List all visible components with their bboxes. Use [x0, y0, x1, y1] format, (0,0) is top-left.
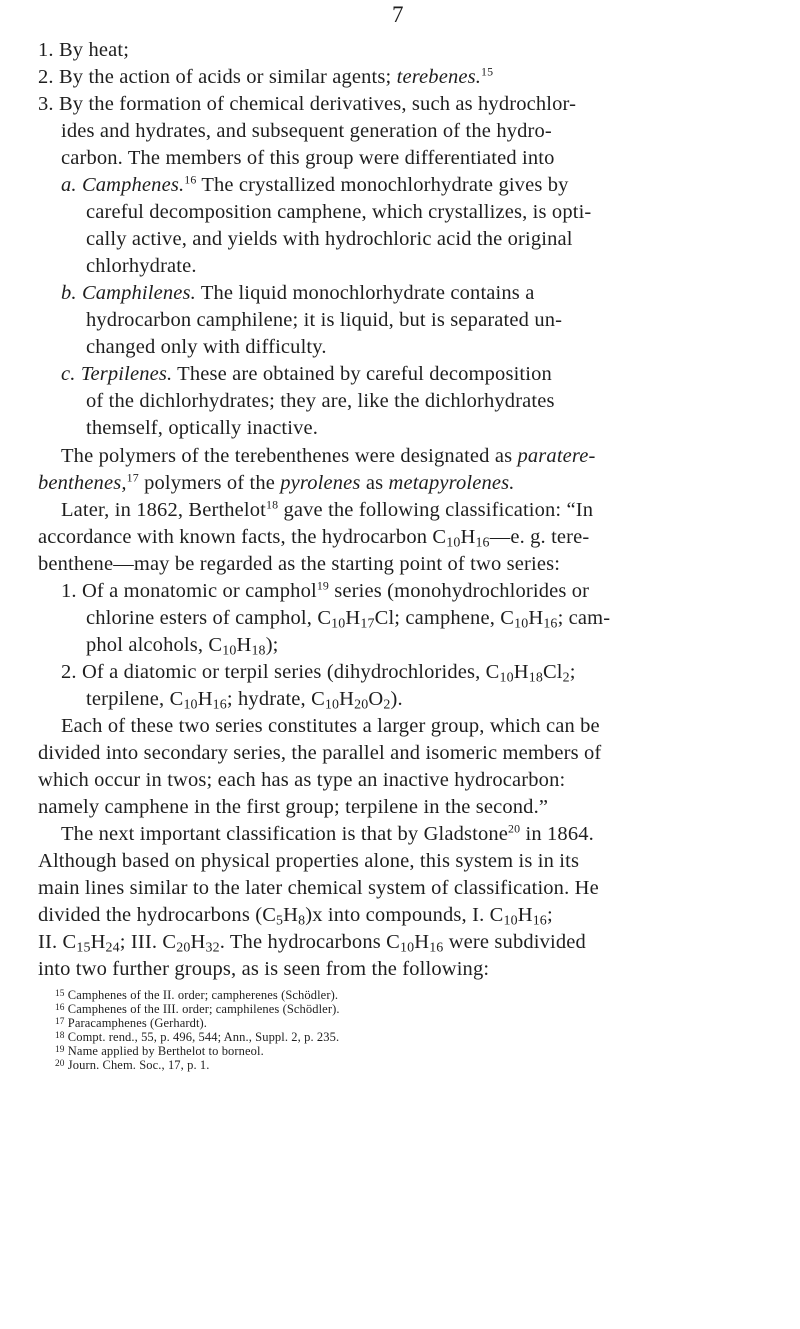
text-line: accordance with known facts, the hydrocarbon $C_{10}H_{16}—e$. g. tere-	[38, 526, 590, 551]
text-line: main lines similar to the later chemical system of classification. He	[38, 877, 599, 899]
text-line: ides and hydrates, and subsequent generation of the hydro-	[61, 120, 552, 142]
italic-term: benthenes,	[38, 472, 127, 494]
text-line: divided the hydrocarbons $(C_5H_8)x$ into compounds, I. $C_{10}H_{16}$;	[38, 904, 553, 929]
footnote-number: 20	[55, 1059, 65, 1070]
italic-term: Camphilenes.	[81, 282, 196, 304]
text-line: benthenes,$^{17}$ polymers of the pyrolenes as metapyrolenes.	[38, 470, 515, 494]
footnote-ref: 18	[266, 497, 279, 512]
footnote-number: 17	[55, 1017, 65, 1028]
italic-term: pyrolenes	[280, 472, 361, 494]
text-line: of the dichlorhydrates; they are, like the dichlorhydrates	[86, 390, 555, 412]
text-line: phol alcohols, $C_{10}H_{18}$);	[86, 634, 279, 659]
italic-term: paratere-	[517, 445, 596, 467]
footnote-number: 15	[55, 989, 65, 1000]
text-line: chlorine esters of camphol, $C_{10}H_{17}Cl$; camphene, $C_{10}H_{16}$; cam-	[86, 607, 611, 632]
text-line: c. Terpilenes. These are obtained by careful decomposition	[61, 363, 552, 385]
text-line: divided into secondary series, the parallel and isomeric members of	[38, 742, 602, 764]
italic-term: Terpilenes.	[80, 363, 173, 385]
footnote-number: 16	[55, 1003, 65, 1014]
footnote: $^{17}$ Paracamphenes (Gerhardt).	[55, 1016, 208, 1030]
italic-term: metapyrolenes.	[388, 472, 515, 494]
footnote-number: 19	[55, 1045, 65, 1056]
footnote: $^{16}$ Camphenes of the III. order; camphilenes (Schödler).	[55, 1002, 340, 1016]
text-line: careful decomposition camphene, which crystallizes, is opti-	[86, 201, 592, 223]
text-line: 1. Of a monatomic or camphol$^{19}$ series (monohydrochlorides or	[61, 578, 590, 602]
text-line: which occur in twos; each has as type an inactive hydrocarbon:	[38, 769, 566, 791]
italic-term: Camphenes.	[81, 174, 185, 196]
text-line: b. Camphilenes. The liquid monochlorhydrate contains a	[61, 282, 535, 304]
text-line: benthene—may be regarded as the starting point of two series:	[38, 553, 561, 575]
footnote: $^{18}$ Compt. rend., 55, p. 496, 544; Ann., Suppl. 2, p. 235.	[55, 1030, 340, 1044]
text-line: chlorhydrate.	[86, 255, 197, 277]
text-line: 2. Of a diatomic or terpil series (dihydrochlorides, $C_{10}H_{18}Cl_2$;	[61, 661, 576, 686]
italic-term: terebenes.	[396, 66, 482, 88]
text-line: Although based on physical properties alone, this system is in its	[38, 850, 580, 872]
text-line: themself, optically inactive.	[86, 417, 319, 439]
text-line: changed only with difficulty.	[86, 336, 327, 358]
footnote-ref: 20	[508, 821, 521, 836]
text-line: 1. By heat;	[38, 39, 130, 61]
text-line: II. $C_{15}H_{24}$; III. $C_{20}H_{32}$. The hydrocarbons $C_{10}H_{16}$ were subdivided	[38, 931, 586, 956]
text-line: terpilene, $C_{10}H_{16}$; hydrate, $C_{10}H_{20}O_2$).	[86, 688, 403, 713]
text-line: into two further groups, as is seen from the following:	[38, 958, 490, 980]
text-line: Later, in 1862, Berthelot$^{18}$ gave the following classification: “In	[61, 497, 594, 521]
text-line: a. Camphenes.$^{16}$ The crystallized monochlorhydrate gives by	[61, 172, 569, 196]
text-line: The polymers of the terebenthenes were designated as paratere-	[61, 445, 596, 467]
text-line: 2. By the action of acids or similar agents; terebenes.$^{15}$	[38, 64, 494, 88]
text-line: namely camphene in the first group; terpilene in the second.”	[38, 796, 549, 818]
page-number: 7	[392, 2, 404, 27]
footnote: $^{19}$ Name applied by Berthelot to borneol.	[55, 1044, 264, 1058]
footnote-ref: 19	[316, 578, 330, 593]
footnote-ref: 15	[481, 64, 494, 79]
footnote: $^{20}$ Journ. Chem. Soc., 17, p. 1.	[55, 1058, 210, 1072]
footnote: $^{15}$ Camphenes of the II. order; campherenes (Schödler).	[55, 988, 339, 1002]
footnote-number: 18	[55, 1031, 65, 1042]
footnote-ref: 16	[184, 172, 197, 187]
text-line: The next important classification is that by Gladstone$^{20}$ in 1864.	[61, 821, 594, 845]
footnote-ref: 17	[126, 470, 139, 485]
text-line: carbon. The members of this group were differentiated into	[61, 147, 555, 169]
text-line: cally active, and yields with hydrochloric acid the original	[86, 228, 573, 250]
text-line: Each of these two series constitutes a larger group, which can be	[61, 715, 600, 737]
text-line: hydrocarbon camphilene; it is liquid, but is separated un-	[86, 309, 563, 331]
text-line: 3. By the formation of chemical derivatives, such as hydrochlor-	[38, 93, 577, 115]
